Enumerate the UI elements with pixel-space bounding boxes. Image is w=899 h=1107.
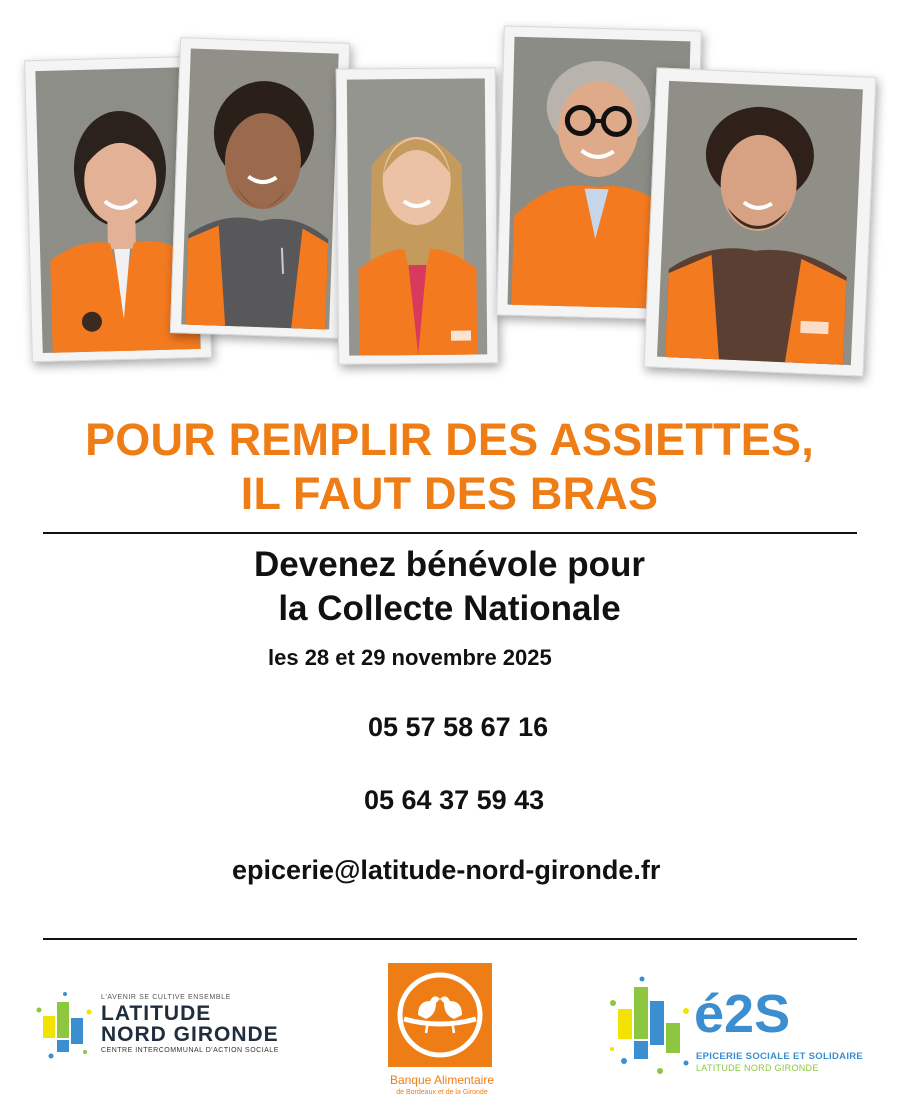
latitude-nord-gironde-logo [35,990,305,1070]
volunteer-photo-3 [336,67,499,364]
event-dates: les 28 et 29 novembre 2025 [268,645,552,670]
e2s-line-2: LATITUDE NORD GIRONDE [696,1063,819,1073]
latitude-name-2: NORD GIRONDE [101,1023,279,1046]
latitude-bars-icon [35,990,97,1066]
phone-number-2[interactable]: 05 64 37 59 43 [364,785,545,815]
latitude-tagline: L'AVENIR SE CULTIVE ENSEMBLE [101,994,231,1001]
latitude-name-1: LATITUDE [101,1002,212,1025]
headline-line-1: POUR REMPLIR DES ASSIETTES, [85,414,814,465]
plate-birds-icon [388,963,492,1067]
banque-emblem [388,963,492,1067]
headline [0,413,899,521]
divider-top [43,532,857,534]
phone-number-1[interactable]: 05 57 58 67 16 [368,712,549,742]
email-address[interactable]: epicerie@latitude-nord-gironde.fr [232,855,661,885]
e2s-bars-icon [608,975,692,1079]
headline-line-2: IL FAUT DES BRAS [240,468,659,519]
e2s-name: é2S [694,984,791,1044]
e2s-line-1: EPICERIE SOCIALE ET SOLIDAIRE [696,1051,864,1062]
e2s-logo [608,975,868,1080]
banque-sub: de Bordeaux et de la Gironde [396,1089,488,1096]
banque-name: Banque Alimentaire [389,1073,495,1087]
divider-bottom [43,938,857,940]
volunteer-photo-collage [0,0,899,400]
latitude-sub: CENTRE INTERCOMMUNAL D'ACTION SOCIALE [101,1047,279,1054]
volunteer-photo-2 [170,37,350,339]
subtitle-line-2: la Collecte Nationale [278,589,621,628]
banque-alimentaire-logo [378,963,506,1103]
volunteer-photo-5 [644,67,877,376]
subtitle-line-1: Devenez bénévole pour [254,545,645,584]
